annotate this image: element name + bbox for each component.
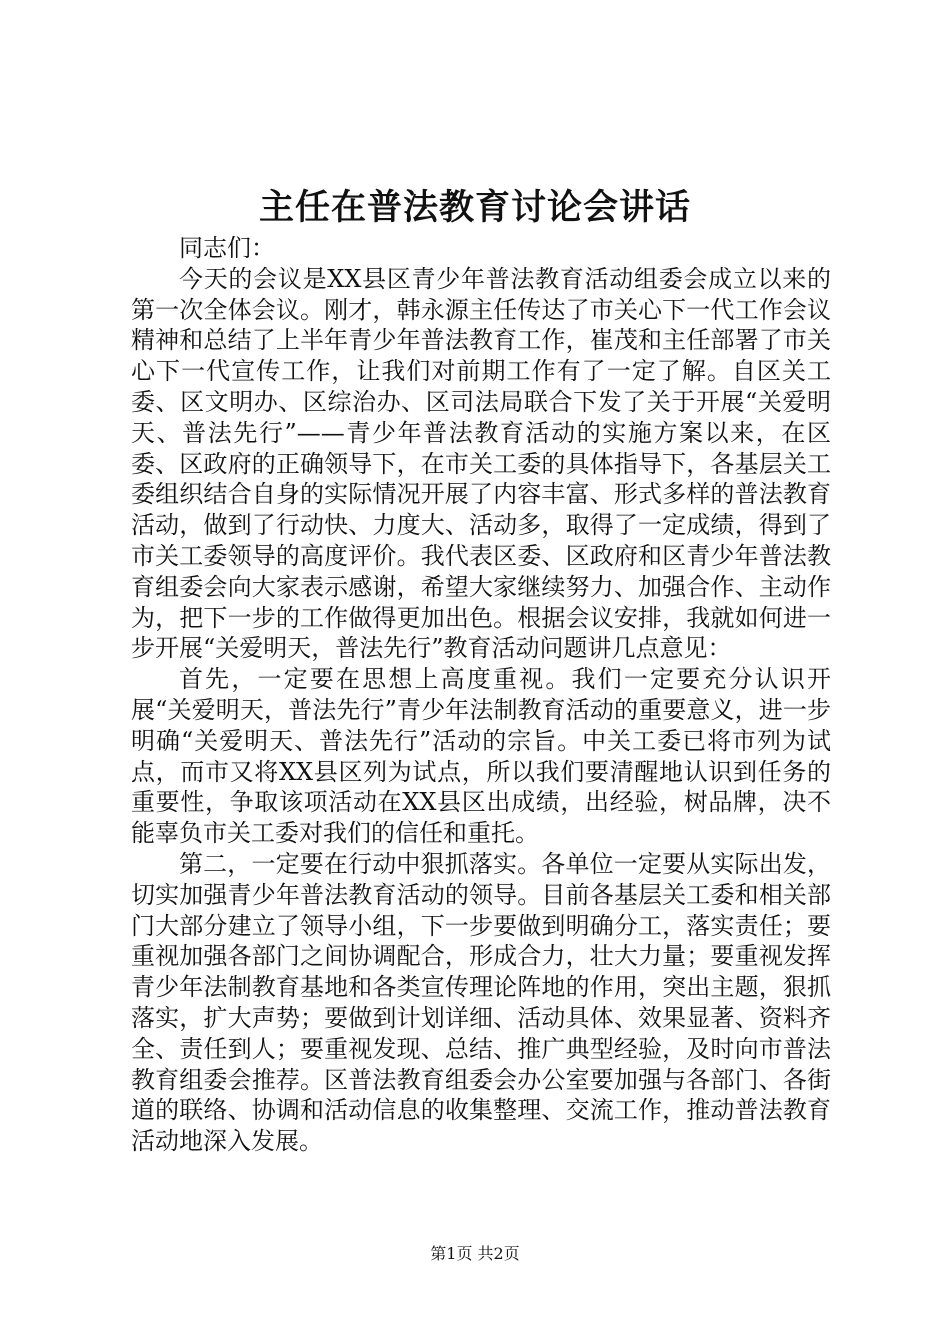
intro-paragraph: 今天的会议是XX县区青少年普法教育活动组委会成立以来的第一次全体会议。刚才，韩永源主任传达了市关心下一代工作会议精神和总结了上半年青少年普法教育工作，崔茂和主任部署了市关心下一代宣传工作，让我们对前期工作有了一定了解。自区关工委、区文明办、区综治办、区司法局联合下发了关于开展“关爱明天、普法先行”——青少年普法教育活动的实施方案以来，在区委、区政府的正确领导下，在市关工委的具体指导下，各基层关工委组织结合自身的实际情况开展了内容丰富、形式多样的普法教育活动，做到了行动快、力度大、活动多，取得了一定成绩，得到了市关工委领导的高度评价。我代表区委、区政府和区青少年普法教育组委会向大家表示感谢，希望大家继续努力、加强合作、主动作为，把下一步的工作做得更加出色。根据会议安排，我就如何进一步开展“关爱明天，普法先行”教育活动问题讲几点意见： xyxy=(131,264,831,663)
salutation-paragraph: 同志们： xyxy=(179,234,275,262)
first-point-paragraph: 首先，一定要在思想上高度重视。我们一定要充分认识开展“关爱明天，普法先行”青少年法制教育活动的重要意义，进一步明确“关爱明天、普法先行”活动的宗旨。中关工委已将市列为试点，而市又将XX县区列为试点，所以我们要清醒地认识到任务的重要性，争取该项活动在XX县区出成绩，出经验，树品牌，决不能辜负市关工委对我们的信任和重托。 xyxy=(131,665,831,848)
document-body xyxy=(131,233,831,1157)
second-point-paragraph: 第二，一定要在行动中狠抓落实。各单位一定要从实际出发，切实加强青少年普法教育活动的领导。目前各基层关工委和相关部门大部分建立了领导小组，下一步要做到明确分工，落实责任；要重视加强各部门之间协调配合，形成合力，壮大力量；要重视发挥青少年法制教育基地和各类宣传理论阵地的作用，突出主题，狠抓落实，扩大声势；要做到计划详细、活动具体、效果显著、资料齐全、责任到人；要重视发现、总结、推广典型经验，及时向市普法教育组委会推荐。区普法教育组委会办公室要加强与各部门、各街道的联络、协调和活动信息的收集整理、交流工作，推动普法教育活动地深入发展。 xyxy=(131,849,831,1156)
page-footer: 第1页 共2页 xyxy=(430,1244,520,1263)
document-title: 主任在普法教育讨论会讲话 xyxy=(258,188,691,228)
